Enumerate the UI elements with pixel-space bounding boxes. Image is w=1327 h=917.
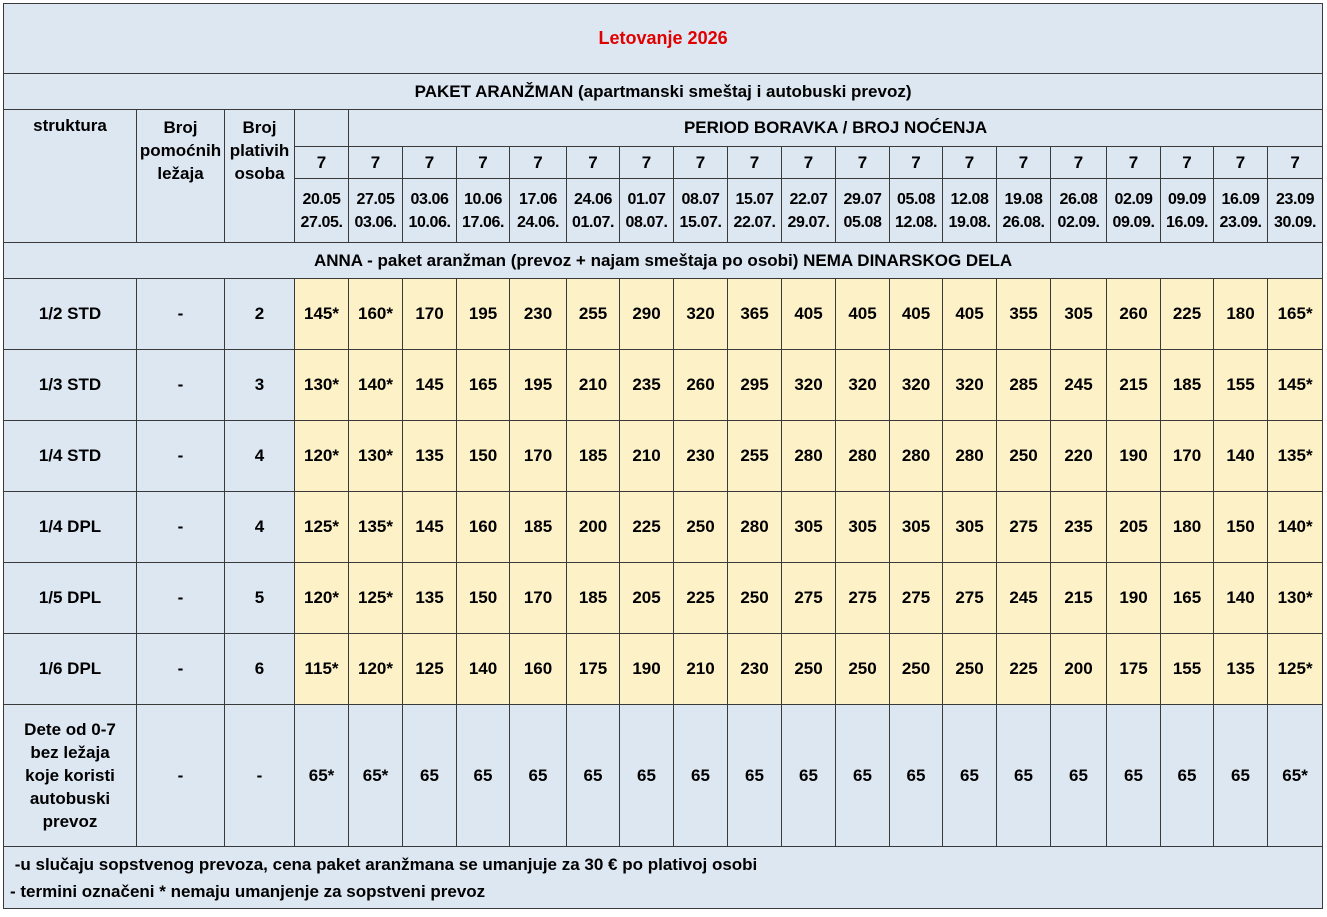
period-from: 22.07 — [789, 190, 828, 208]
child-price-cell: 65 — [1051, 705, 1107, 847]
price-cell: 120* — [295, 563, 349, 634]
period-cell — [457, 179, 510, 243]
price-cell: 210 — [567, 350, 620, 421]
price-cell: 140 — [457, 634, 510, 705]
nights-cell: 7 — [836, 147, 890, 179]
child-price-cell: 65 — [782, 705, 836, 847]
period-from: 20.05 — [302, 190, 341, 208]
header-pomocni-lezaja — [137, 110, 225, 243]
price-cell: 140* — [349, 350, 403, 421]
price-cell: 125* — [1268, 634, 1323, 705]
child-label-cell — [4, 705, 137, 847]
price-cell: 230 — [728, 634, 782, 705]
nights-cell: 7 — [782, 147, 836, 179]
period-to: 30.09. — [1274, 213, 1317, 231]
price-row — [4, 350, 1323, 421]
price-cell: 405 — [782, 279, 836, 350]
nights-cell: 7 — [1051, 147, 1107, 179]
price-cell: 215 — [1107, 350, 1161, 421]
nights-cell: 7 — [457, 147, 510, 179]
price-cell: 255 — [728, 421, 782, 492]
nights-cell: 7 — [295, 147, 349, 179]
period-from: 01.07 — [627, 190, 666, 208]
price-cell: 190 — [1107, 563, 1161, 634]
price-cell: 130* — [1268, 563, 1323, 634]
period-from: 02.09 — [1114, 190, 1153, 208]
header-plativih-osoba — [225, 110, 295, 243]
price-cell: 185 — [567, 421, 620, 492]
price-cell: 180 — [1161, 492, 1214, 563]
price-cell: 355 — [997, 279, 1051, 350]
price-row — [4, 634, 1323, 705]
price-cell: 230 — [674, 421, 728, 492]
period-to: 27.05. — [300, 213, 343, 231]
price-cell: 225 — [674, 563, 728, 634]
period-to: 01.07. — [571, 213, 615, 231]
period-from: 08.07 — [681, 190, 720, 208]
price-cell: 225 — [1161, 279, 1214, 350]
period-cell — [1161, 179, 1214, 243]
nights-cell: 7 — [997, 147, 1051, 179]
child-price-cell: 65* — [1268, 705, 1323, 847]
price-row — [4, 279, 1323, 350]
price-cell: 230 — [510, 279, 567, 350]
period-from: 24.06 — [573, 190, 613, 208]
pomocni-cell: - — [137, 563, 225, 634]
price-cell: 215 — [1051, 563, 1107, 634]
price-cell: 150 — [457, 563, 510, 634]
struktura-cell: 1/5 DPL — [4, 563, 137, 634]
child-price-cell: 65 — [457, 705, 510, 847]
pomocni-cell: - — [137, 350, 225, 421]
price-cell: 205 — [1107, 492, 1161, 563]
price-cell: 245 — [1051, 350, 1107, 421]
period-to: 24.06. — [516, 213, 560, 231]
price-cell: 365 — [728, 279, 782, 350]
subtitle-row — [4, 74, 1323, 110]
price-cell: 145* — [1268, 350, 1323, 421]
price-cell: 210 — [620, 421, 674, 492]
price-cell: 320 — [674, 279, 728, 350]
period-cell — [349, 179, 403, 243]
nights-cell: 7 — [349, 147, 403, 179]
period-cell — [510, 179, 567, 243]
price-cell: 260 — [1107, 279, 1161, 350]
price-cell: 305 — [1051, 279, 1107, 350]
price-cell: 250 — [997, 421, 1051, 492]
price-cell: 305 — [890, 492, 943, 563]
nights-cell: 7 — [943, 147, 997, 179]
period-cell — [782, 179, 836, 243]
price-cell: 185 — [1161, 350, 1214, 421]
period-cell — [1214, 179, 1268, 243]
child-price-cell: 65 — [403, 705, 457, 847]
child-price-row — [4, 705, 1323, 847]
struktura-cell: 1/3 STD — [4, 350, 137, 421]
period-cell — [997, 179, 1051, 243]
price-cell: 175 — [567, 634, 620, 705]
price-cell: 135 — [403, 421, 457, 492]
child-price-cell: 65 — [510, 705, 567, 847]
nights-cell: 7 — [1161, 147, 1214, 179]
period-cell — [1051, 179, 1107, 243]
period-to: 09.09. — [1112, 213, 1155, 231]
price-cell: 120* — [295, 421, 349, 492]
price-cell: 195 — [457, 279, 510, 350]
price-cell: 405 — [836, 279, 890, 350]
period-from: 10.06 — [463, 190, 503, 208]
price-cell: 140* — [1268, 492, 1323, 563]
price-cell: 145* — [295, 279, 349, 350]
price-cell: 250 — [728, 563, 782, 634]
price-cell: 200 — [567, 492, 620, 563]
period-cell — [674, 179, 728, 243]
price-cell: 305 — [782, 492, 836, 563]
period-to: 12.08. — [894, 213, 938, 231]
child-price-cell: 65 — [674, 705, 728, 847]
price-cell: 305 — [943, 492, 997, 563]
period-to: 22.07. — [733, 213, 776, 231]
child-label-line: prevoz — [42, 812, 98, 831]
price-cell: 320 — [890, 350, 943, 421]
period-from: 03.06 — [410, 190, 449, 208]
price-cell: 280 — [782, 421, 836, 492]
price-cell: 405 — [890, 279, 943, 350]
child-price-cell: 65 — [728, 705, 782, 847]
header-struktura: struktura — [4, 110, 137, 243]
section-row — [4, 243, 1323, 279]
period-cell — [403, 179, 457, 243]
child-price-cell: 65 — [943, 705, 997, 847]
period-to: 15.07. — [679, 213, 722, 231]
period-cell — [728, 179, 782, 243]
price-cell: 145 — [403, 350, 457, 421]
nights-cell: 7 — [1107, 147, 1161, 179]
header-plativih-line: Broj — [242, 118, 277, 137]
price-cell: 275 — [782, 563, 836, 634]
price-cell: 235 — [1051, 492, 1107, 563]
price-cell: 165 — [1161, 563, 1214, 634]
price-cell: 285 — [997, 350, 1051, 421]
child-price-cell: 65* — [295, 705, 349, 847]
price-cell: 250 — [674, 492, 728, 563]
package-subtitle: PAKET ARANŽMAN (apartmanski smeštaj i autobuski prevoz) — [4, 74, 1323, 110]
price-cell: 155 — [1214, 350, 1268, 421]
period-from: 29.07 — [843, 190, 882, 208]
child-pomocni-cell: - — [137, 705, 225, 847]
price-cell: 320 — [943, 350, 997, 421]
child-price-cell: 65 — [890, 705, 943, 847]
price-cell: 155 — [1161, 634, 1214, 705]
price-cell: 280 — [836, 421, 890, 492]
header-pomocni-line: ležaja — [157, 164, 204, 183]
price-cell: 165 — [457, 350, 510, 421]
plativih-cell: 5 — [225, 563, 295, 634]
price-cell: 135 — [1214, 634, 1268, 705]
nights-cell: 7 — [403, 147, 457, 179]
price-cell: 250 — [782, 634, 836, 705]
price-cell: 295 — [728, 350, 782, 421]
nights-cell: 7 — [620, 147, 674, 179]
price-cell: 160* — [349, 279, 403, 350]
plativih-cell: 4 — [225, 492, 295, 563]
child-label-line: bez ležaja — [30, 743, 110, 762]
period-to: 10.06. — [408, 213, 451, 231]
price-cell: 280 — [943, 421, 997, 492]
price-cell: 135* — [349, 492, 403, 563]
price-cell: 195 — [510, 350, 567, 421]
note-line: -u slučaju sopstvenog prevoza, cena paket aranžmana se umanjuje za 30 € po plativoj osobi — [10, 854, 758, 874]
price-cell: 275 — [943, 563, 997, 634]
period-to: 16.09. — [1165, 213, 1209, 231]
price-cell: 130* — [295, 350, 349, 421]
period-from: 23.09 — [1276, 190, 1315, 208]
period-from: 16.09 — [1221, 190, 1260, 208]
period-cell — [943, 179, 997, 243]
price-cell: 125 — [403, 634, 457, 705]
page-title: Letovanje 2026 — [4, 4, 1323, 74]
price-cell: 160 — [510, 634, 567, 705]
price-cell: 305 — [836, 492, 890, 563]
price-cell: 185 — [510, 492, 567, 563]
period-to: 29.07. — [787, 213, 830, 231]
price-cell: 250 — [890, 634, 943, 705]
price-cell: 225 — [997, 634, 1051, 705]
price-cell: 250 — [943, 634, 997, 705]
price-cell: 255 — [567, 279, 620, 350]
child-price-cell: 65 — [567, 705, 620, 847]
period-from: 26.08 — [1059, 190, 1098, 208]
period-cell — [1107, 179, 1161, 243]
nights-cell: 7 — [728, 147, 782, 179]
price-cell: 145 — [403, 492, 457, 563]
price-table — [3, 3, 1323, 909]
period-to: 26.08. — [1002, 213, 1045, 231]
price-cell: 220 — [1051, 421, 1107, 492]
price-cell: 170 — [1161, 421, 1214, 492]
price-cell: 260 — [674, 350, 728, 421]
price-cell: 245 — [997, 563, 1051, 634]
period-to: 05.08 — [843, 213, 882, 231]
price-cell: 205 — [620, 563, 674, 634]
header-pomocni-line: pomoćnih — [139, 141, 222, 160]
child-price-cell: 65 — [620, 705, 674, 847]
price-cell: 320 — [782, 350, 836, 421]
price-cell: 125* — [349, 563, 403, 634]
price-cell: 170 — [403, 279, 457, 350]
price-cell: 140 — [1214, 421, 1268, 492]
plativih-cell: 4 — [225, 421, 295, 492]
struktura-cell: 1/4 STD — [4, 421, 137, 492]
period-from: 15.07 — [735, 190, 774, 208]
price-cell: 150 — [1214, 492, 1268, 563]
child-label-line: Dete od 0-7 — [24, 720, 116, 739]
header-plativih-line: plativih — [229, 141, 290, 160]
period-to: 08.07. — [625, 213, 668, 231]
header-period: PERIOD BORAVKA / BROJ NOĆENJA — [349, 110, 1323, 147]
child-label-line: koje koristi — [25, 766, 115, 785]
price-cell: 125* — [295, 492, 349, 563]
period-to: 19.08. — [948, 213, 991, 231]
plativih-cell: 2 — [225, 279, 295, 350]
price-cell: 165* — [1268, 279, 1323, 350]
price-cell: 275 — [997, 492, 1051, 563]
price-cell: 275 — [890, 563, 943, 634]
price-cell: 160 — [457, 492, 510, 563]
period-cell — [567, 179, 620, 243]
pomocni-cell: - — [137, 492, 225, 563]
price-row — [4, 421, 1323, 492]
plativih-cell: 3 — [225, 350, 295, 421]
period-cell — [1268, 179, 1323, 243]
nights-cell: 7 — [890, 147, 943, 179]
struktura-cell: 1/4 DPL — [4, 492, 137, 563]
note-line: - termini označeni * nemaju umanjenje za sopstveni prevoz — [10, 881, 486, 901]
price-cell: 135 — [403, 563, 457, 634]
period-from: 05.08 — [896, 190, 936, 208]
price-cell: 130* — [349, 421, 403, 492]
price-cell: 280 — [728, 492, 782, 563]
price-row — [4, 492, 1323, 563]
period-to: 23.09. — [1219, 213, 1262, 231]
struktura-cell: 1/2 STD — [4, 279, 137, 350]
child-price-cell: 65 — [1107, 705, 1161, 847]
price-cell: 120* — [349, 634, 403, 705]
price-cell: 280 — [890, 421, 943, 492]
period-cell — [295, 179, 349, 243]
header-pomocni-line: Broj — [163, 118, 198, 137]
child-price-cell: 65* — [349, 705, 403, 847]
notes-cell — [4, 847, 1323, 909]
period-to: 03.06. — [354, 213, 397, 231]
price-cell: 405 — [943, 279, 997, 350]
price-cell: 190 — [1107, 421, 1161, 492]
price-cell: 225 — [620, 492, 674, 563]
price-cell: 185 — [567, 563, 620, 634]
price-cell: 170 — [510, 421, 567, 492]
price-cell: 180 — [1214, 279, 1268, 350]
period-from: 09.09 — [1167, 190, 1207, 208]
period-from: 19.08 — [1004, 190, 1043, 208]
header-row-period — [4, 110, 1323, 147]
price-cell: 290 — [620, 279, 674, 350]
child-price-cell: 65 — [836, 705, 890, 847]
nights-cell: 7 — [567, 147, 620, 179]
period-to: 17.06. — [461, 213, 505, 231]
header-plativih-line: osoba — [234, 164, 285, 183]
nights-cell: 7 — [510, 147, 567, 179]
child-price-cell: 65 — [1214, 705, 1268, 847]
pomocni-cell: - — [137, 279, 225, 350]
price-cell: 275 — [836, 563, 890, 634]
pomocni-cell: - — [137, 634, 225, 705]
price-cell: 140 — [1214, 563, 1268, 634]
price-cell: 250 — [836, 634, 890, 705]
period-from: 27.05 — [356, 190, 395, 208]
section-title: ANNA - paket aranžman (prevoz + najam smeštaja po osobi) NEMA DINARSKOG DELA — [4, 243, 1323, 279]
price-row — [4, 563, 1323, 634]
child-label-line: autobuski — [29, 789, 111, 808]
plativih-cell: 6 — [225, 634, 295, 705]
price-cell: 170 — [510, 563, 567, 634]
nights-cell: 7 — [1214, 147, 1268, 179]
price-cell: 200 — [1051, 634, 1107, 705]
price-cell: 150 — [457, 421, 510, 492]
period-from: 17.06 — [518, 190, 558, 208]
price-cell: 115* — [295, 634, 349, 705]
period-from: 12.08 — [950, 190, 989, 208]
struktura-cell: 1/6 DPL — [4, 634, 137, 705]
period-to: 02.09. — [1057, 213, 1100, 231]
header-blank-cell — [295, 110, 349, 147]
title-row — [4, 4, 1323, 74]
period-cell — [890, 179, 943, 243]
price-cell: 210 — [674, 634, 728, 705]
notes-row — [4, 847, 1323, 909]
nights-cell: 7 — [674, 147, 728, 179]
price-cell: 135* — [1268, 421, 1323, 492]
period-cell — [836, 179, 890, 243]
child-price-cell: 65 — [997, 705, 1051, 847]
pomocni-cell: - — [137, 421, 225, 492]
child-plativih-cell: - — [225, 705, 295, 847]
price-cell: 320 — [836, 350, 890, 421]
nights-cell: 7 — [1268, 147, 1323, 179]
child-price-cell: 65 — [1161, 705, 1214, 847]
period-cell — [620, 179, 674, 243]
price-cell: 190 — [620, 634, 674, 705]
price-cell: 175 — [1107, 634, 1161, 705]
price-cell: 235 — [620, 350, 674, 421]
